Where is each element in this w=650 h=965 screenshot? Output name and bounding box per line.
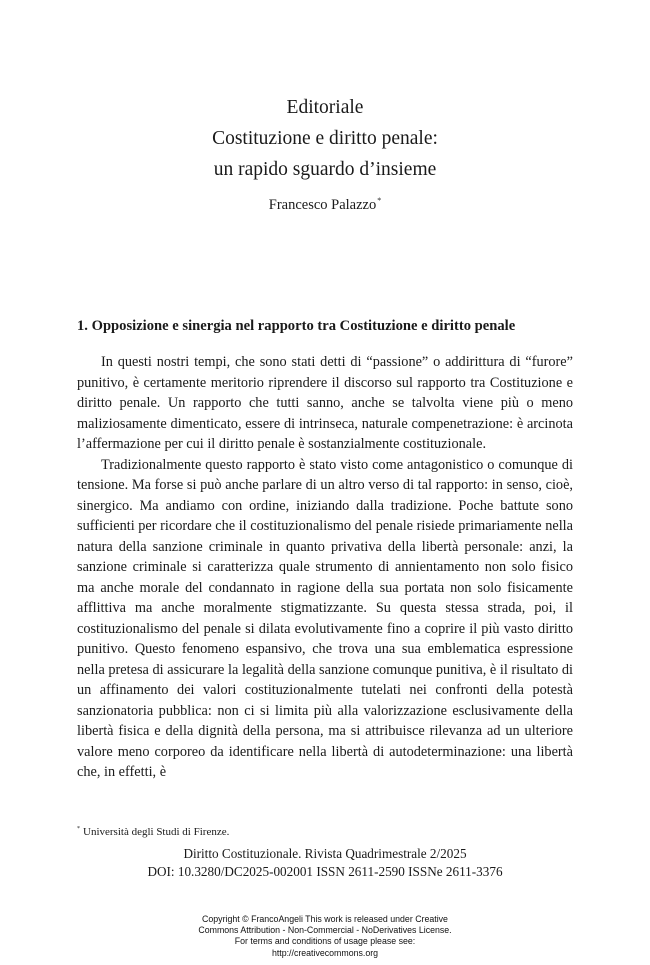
article-title — [0, 92, 650, 185]
title-line-main: Costituzione e diritto penale: — [212, 128, 438, 149]
title-line-section-label: Editoriale — [286, 97, 364, 118]
body-paragraph: Tradizionalmente questo rapporto è stato visto come antagonistico o comunque di tensione. Ma forse si può anche parlare di un altro verso di tal rapporto: in senso, cioè, sinergico. Ma andiamo con ordine, iniziando dalla tradizione. Poche battute sono sufficienti per ricordare che il costituzionalismo del penale risiede primariamente nella natura della sanzione criminale in quanto privativa della libertà personale: anzi, la sanzione criminale si caratterizza quale strumento di annientamento non solo fisico ma anche morale del condannato in ragione della sua portata non solo fisicamente afflittiva ma anche moralmente stigmatizzante. Su questa stessa strada, poi, il costituzionalismo del penale si dilata evolutivamente fino a coprire il più vasto diritto punitivo. Questo fenomeno espansivo, che trova una sua emblematica espressione nella pretesa di assicurare la legalità della sanzione comunque punitiva, è il risultato di un affinamento dei valori costituzionalmente tutelati nei confronti della potestà sanzionatoria pubblica: non ci si limita più alla valorizzazione esclusivamente della libertà fisica e della dignità della persona, ma si attribuisce rilevanza ad un ulteriore valore meno corporeo da identificare nella libertà di autodeterminazione: una libertà che, in effetti, è — [77, 456, 573, 780]
license-line: For terms and conditions of usage please see: — [234, 936, 416, 947]
footnote-text: Università degli Studi di Firenze. — [83, 826, 230, 838]
license-link[interactable]: http://creativecommons.org — [271, 947, 379, 958]
footnote — [77, 826, 477, 838]
author-line — [0, 196, 650, 214]
license-line: Commons Attribution - Non-Commercial - NoDerivatives License. — [198, 925, 452, 936]
author-footnote-marker: * — [377, 196, 382, 205]
license-notice — [0, 914, 650, 959]
journal-citation: Diritto Costituzionale. Rivista Quadrimestrale 2/2025 — [183, 846, 467, 861]
journal-doi-issn: DOI: 10.3280/DC2025-002001 ISSN 2611-2590 ISSNe 2611-3376 — [147, 864, 503, 879]
title-line-subtitle: un rapido sguardo d’insieme — [213, 159, 437, 180]
body-text — [77, 352, 573, 783]
body-paragraph: In questi nostri tempi, che sono stati detti di “passione” o addirittura di “furore” punitivo, è certamente meritorio riprendere il discorso sul rapporto tra Costituzione e diritto penale. Un rapporto che tutti sanno, anche se talvolta viene più o meno maliziosamente dimenticato, essere di intrinseca, naturale compenetrazione: è arcinota l’affermazione per cui il diritto penale è sostanzialmente costituzionale. — [77, 354, 573, 452]
journal-info — [0, 845, 650, 881]
section-heading: 1. Opposizione e sinergia nel rapporto tra Costituzione e diritto penale — [77, 318, 516, 334]
license-line: Copyright © FrancoAngeli This work is released under Creative — [202, 914, 448, 924]
footnote-marker: * — [77, 826, 80, 833]
author-name: Francesco Palazzo — [268, 196, 377, 213]
